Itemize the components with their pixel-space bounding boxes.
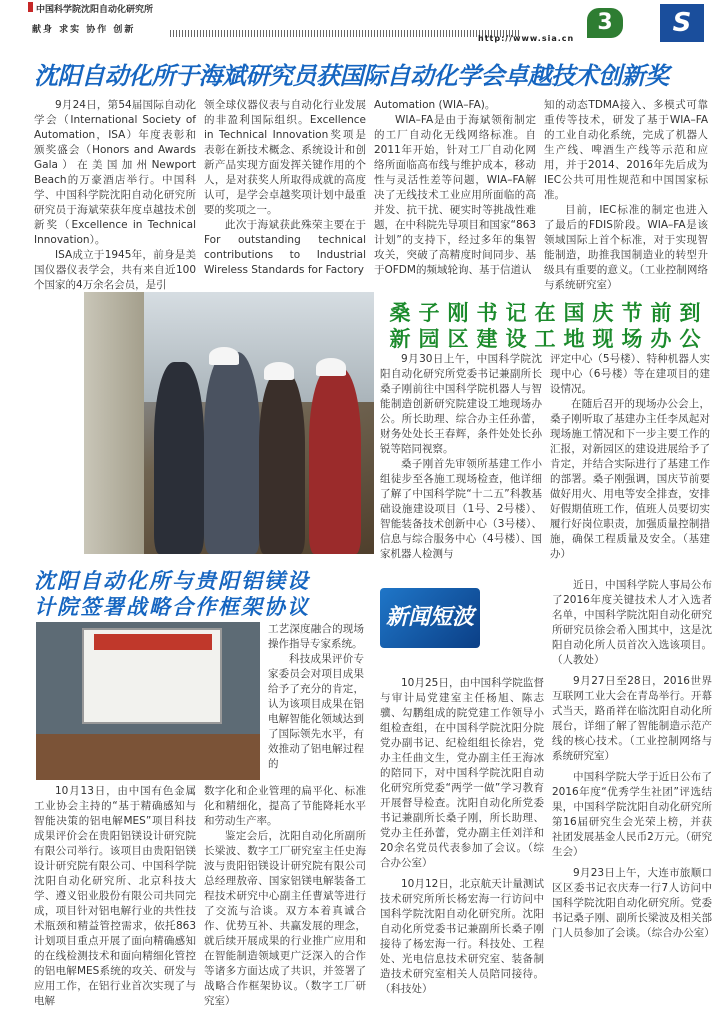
article1-column-4 bbox=[544, 98, 708, 293]
photo-worker bbox=[154, 362, 204, 554]
paragraph: WIA–FA是由于海斌领衔制定的工厂自动化无线网络标准。自2011年开始，针对工厂自动化网络所面临高布线与维护成本，移动性与灵活性差等问题，WIA–FA解决了无线技术工业应用所面临的高并发、抗干扰、硬实时等挑战性难题，在中科院先导项目和国家“863计划”的支持下，经过多年的集智攻关，突破了高精度时间同步、基于OFDM的频域轮询、基于信道认 bbox=[374, 114, 536, 276]
paragraph: 知的动态TDMA接入、多模式可靠重传等技术，研发了基于WIA–FA的工业自动化系统，完成了机器人生产线、啤酒生产线等示范和应用，并于2014、2016年先后成为IEC公共可用性规范和中国国家标准。 bbox=[544, 99, 708, 201]
news-brief-badge: 新闻短波 bbox=[380, 588, 480, 648]
header-rule bbox=[170, 30, 520, 37]
paragraph: 桑子刚首先审领所基建工作小组徒步至各施工现场检查，他详细了解了中国科学院“十二五”科教基础设施建设项目（1号、2号楼）、智能装备技术创新中心（3号楼）、信息与综合服务中心（4号楼）、国家机器人检测与 bbox=[380, 458, 542, 560]
article1-column-3 bbox=[374, 98, 536, 278]
article2-title-line2: 新园区建设工地现场办公 bbox=[389, 326, 709, 351]
institute-url: http://www.sia.cn bbox=[478, 34, 575, 43]
paragraph: 领全球仪器仪表与自动化行业发展的非盈利国际组织。Excellence in Technical Innovation奖项是表彰在新技术概念、系统设计和创新产品实现方面发挥关键作用的个人，是对获奖人所取得成就的高度认可，是学会卓越奖项计划中最重要的奖项之一。 bbox=[204, 99, 366, 216]
news-brief-column-1 bbox=[380, 676, 544, 1003]
article1-column-1 bbox=[34, 98, 196, 293]
paragraph: 此次于海斌获此殊荣主要在于For outstanding technical contributions to Industrial Wireless Standards for Factory bbox=[204, 219, 366, 276]
paragraph: 10月13日，由中国有色金属工业协会主持的“基于精确感知与智能决策的铝电解MES”项目科技成果评价会在贵阳铝镁设计研究院有限公司举行。该项目由贵阳铝镁设计研究院有限公司、中国科学院沈阳自动化研究所、北京科技大学、遵义铝业股份有限公司共同完成，项目针对铝电解行业的共性技术瓶颈和精益管控需求，依托863计划项目重点开展了面向精确感知的在线检测技术和面向精细化管控的铝电解MES系统的攻关、研发与应用工作，在铝行业首次实现了与电解 bbox=[34, 785, 196, 1007]
paragraph: 鉴定会后，沈阳自动化所副所长梁波、数字工厂研究室主任史海波与贵阳铝镁设计研究院有限公司总经理敖帝、国家铝镁电解装备工程技术研究中心副主任曹斌等进行了交流与洽谈。双方本着真诚合作、优势互补、共赢发展的理念，就后续开展成果的行业推广应用和在智能制造领域更广泛深入的合作等诸多方面达成了共识，并签署了战略合作框架协议。（数字工厂研究室） bbox=[204, 830, 366, 1007]
sia-logo-icon: S bbox=[660, 4, 704, 42]
paragraph: 9月24日，第54届国际自动化学会（International Society of Automation，ISA）年度表彰和颁奖盛会（Honors and Awards Gala）在美国加州Newport Beach的万豪酒店举行。中国科学、中国科学院沈阳自动化研究所研究员于海斌荣获年度卓越技术创新奖（Excellence in Technical Innovation）。 bbox=[34, 99, 196, 246]
paragraph: 在随后召开的现场办公会上，桑子刚听取了基建办主任李凤起对现场施工情况和下一步主要工作的汇报，对新园区的建设进展给予了肯定，并结合实际进行了基建工作的部署。桑子刚强调，国庆节前要做好用火、用电等安全排查，安排好假期值班工作，值班人员要切实履行好岗位职责，加强质量控制措施，确保工程质量及安全。（基建办） bbox=[550, 398, 710, 560]
article2-title bbox=[384, 300, 714, 352]
photo-conference-table bbox=[36, 734, 260, 780]
photo-worker bbox=[309, 367, 361, 554]
news-item: 9月27日至28日，2016世界互联网工业大会在青岛举行。开幕式当天，路甬祥在临沈阳自动化所展台，详细了解了智能制造示范产线的核心技术。（工业控制网络与系统研究室） bbox=[552, 675, 712, 762]
paragraph: 评定中心（5号楼）、特种机器人实现中心（6号楼）等在建项目的建设情况。 bbox=[550, 353, 710, 395]
signing-ceremony-photo bbox=[36, 622, 260, 780]
masthead-institute-name: 中国科学院沈阳自动化研究所 bbox=[36, 5, 154, 15]
photo-worker bbox=[204, 352, 260, 554]
news-item: 10月12日，北京航天计量测试技术研究所所长杨宏海一行访问中国科学院沈阳自动化研究所。沈阳自动化所党委书记兼副所长桑子刚接待了杨宏海一行。科技处、工程处、光电信息技术研究室、装备制造技术研究室相关人员陪同接待。（科技处） bbox=[380, 878, 544, 995]
photo-hardhat bbox=[316, 358, 346, 376]
article3-title bbox=[34, 568, 364, 620]
news-item: 近日，中国科学院人事局公布了2016年度关键技术人才入选者名单，中国科学院沈阳自动化研究所研究员徐会希入围其中，这是沈阳自动化所人员首次入选该项目。（人教处） bbox=[552, 579, 712, 666]
news-item: 10月25日，由中国科学院监督与审计局党建室主任杨旭、陈志骥、勾鹏组成的院党建工作领导小组检查组，在中国科学院沈阳分院党办副书记、纪检组组长徐岩，党办主任曲文生，党办副主任王海冰的陪同下，对中国科学院沈阳自动化研究所党委“两学一做”学习教育开展督导检查。沈阳自动化所党委书记兼副所长桑子刚，所长助理、党办主任孙蕾，党办副主任刘洋和20余名党员代表参加了会议。（综合办公室） bbox=[380, 677, 544, 869]
article1-title: 沈阳自动化所于海斌研究员获国际自动化学会卓越技术创新奖 bbox=[34, 61, 669, 90]
paragraph: 科技成果评价专家委员会对项目成果给予了充分的肯定，认为该项目成果在铝电解智能化领域达到了国际领先水平，有效推动了铝电解过程的 bbox=[268, 653, 364, 770]
article3-column-beside-photo bbox=[268, 622, 364, 772]
paragraph: 目前，IEC标准的制定也进入了最后的FDIS阶段。WIA–FA是该领域国际上首个标准，对于实现智能制造，助推我国制造业的转型升级具有重要的意义。（工业控制网络与系统研究室） bbox=[544, 204, 708, 291]
news-item: 中国科学院大学于近日公布了2016年度“优秀学生社团”评选结果，中国科学院沈阳自动化研究所第16届研究生会光荣上榜，并获社团发展基金人民币2万元。（研究生会） bbox=[552, 771, 712, 858]
construction-site-photo bbox=[84, 292, 374, 554]
photo-concrete-wall bbox=[84, 292, 144, 554]
news-brief-column-2 bbox=[552, 578, 715, 947]
article2-column-2 bbox=[550, 352, 710, 562]
article1-column-2 bbox=[204, 98, 366, 278]
photo-hardhat bbox=[264, 362, 294, 380]
page-number-badge: 3 bbox=[587, 8, 623, 38]
article3-title-line2: 计院签署战略合作框架协议 bbox=[34, 594, 310, 619]
article2-title-line1: 桑子刚书记在国庆节前到 bbox=[389, 300, 709, 325]
news-item: 9月23日上午，大连市旅顺口区区委书记衣庆寿一行7人访问中国科学院沈阳自动化研究所。党委书记桑子刚、副所长梁波及相关部门人员参加了会谈。（综合办公室） bbox=[552, 867, 715, 939]
paragraph: 数字化和企业管理的扁平化、标准化和精细化，提高了节能降耗水平和劳动生产率。 bbox=[204, 785, 366, 827]
article2-column-1 bbox=[380, 352, 542, 562]
paragraph: 9月30日上午，中国科学院沈阳自动化研究所党委书记兼副所长桑子刚前往中国科学院机器人与智能制造创新研究院建设工地现场办公。所长助理、综合办主任孙蕾，财务处处长王春辉，条件处处长孙锐等陪同视察。 bbox=[380, 353, 542, 455]
paragraph: Automation (WIA–FA)。 bbox=[374, 99, 496, 111]
article3-column-1 bbox=[34, 784, 196, 1009]
masthead-motto: 献身 求实 协作 创新 bbox=[32, 25, 136, 35]
paragraph: ISA成立于1945年，前身是美国仪器仪表学会，共有来自近100个国家的4万余名会员，是引 bbox=[34, 249, 196, 291]
photo-worker bbox=[259, 372, 305, 554]
photo-red-banner bbox=[94, 634, 212, 650]
photo-hardhat bbox=[209, 347, 239, 365]
article3-title-line1: 沈阳自动化所与贵阳铝镁设 bbox=[34, 568, 310, 593]
paragraph: 工艺深度融合的现场操作指导专家系统。 bbox=[268, 623, 364, 650]
article3-column-2 bbox=[204, 784, 366, 1009]
